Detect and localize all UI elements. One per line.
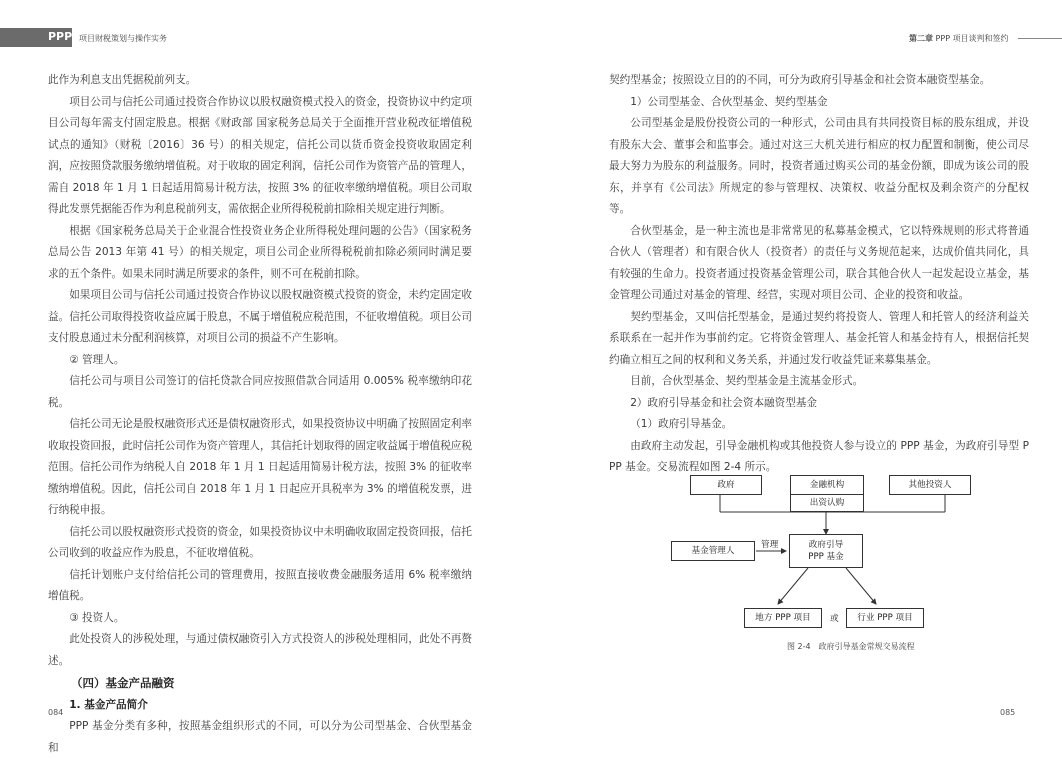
paragraph: 如果项目公司与信托公司通过投资合作协议以股权融资模式投资的资金，未约定固定收益。信托公司取得投资收益应属于股息，不属于增值税应税范围，不征收增值税。项目公司支付股息通过未分配利润核算，对项目公司的损益不产生影响。 [48,289,472,344]
paragraph: 合伙型基金，是一种主流也是非常常见的私募基金模式，它以特殊规则的形式将普通合伙人（管理者）和有限合伙人（投资者）的责任与义务规范起来，达成价值共同化，具有较强的生命力。投资者通过投资基金管理公司，联合其他合伙人一起发起设立基金，基金管理公司通过对基金的管理、经营，实现对项目公司、企业的投资和收益。 [609,224,1029,301]
paragraph: 信托公司与项目公司签订的信托贷款合同应按照借款合同适用 0.005% 税率缴纳印花税。 [48,375,472,409]
gov-fund-line1: 政府引导 [808,540,844,550]
paragraph: 目前，合伙型基金、契约型基金是主流基金形式。 [630,375,864,387]
header-chapter-title: PPP 项目谈判和签约 [935,34,1009,43]
paragraph: 1）公司型基金、合伙型基金、契约型基金 [630,95,828,108]
paragraph: PPP 基金分类有多种，按照基金组织形式的不同，可以分为公司型基金、合伙型基金和 [48,720,472,754]
paragraph: 根据《国家税务总局关于企业混合性投资业务企业所得税处理问题的公告》（国家税务总局公告 2013 年第 41 号）的相关规定，项目公司企业所得税税前扣除必须同时满足要求的五个条件。如果未同时满足所要求的条件，则不可在税前扣除。 [48,224,472,280]
flow-diagram [668,470,983,660]
fund-manager-box: 基金管理人 [671,541,755,561]
page-number-left: 084 [48,708,64,717]
manage-label: 管理 [761,540,779,550]
paragraph: 信托公司无论是股权融资形式还是债权融资形式，如果投资协议中明确了按照固定利率收取投资回报，此时信托公司作为资产管理人，其信托计划取得的固定收益属于增值税应税范围。信托公司作为纳税人自 2018 年 1 月 1 日起适用简易计税方法，按照 3% 的征收率缴纳增值税。因此，信托公司自 2018 年 1 月 1 日起应开具税率为 3% 的增值税发票，进行纳税申报。 [48,418,472,516]
header-book-title: 项目财税策划与操作实务 [79,34,167,43]
figure-caption: 图 2-4 政府引导基金常规交易流程 [787,642,915,651]
paragraph: 契约型基金，又叫信托型基金，是通过契约将投资人、管理人和托管人的经济利益关系联系在一起并作为事前约定。它将资金管理人、基金托管人和基金持有人，根据信托契约确立相互之间的权利和义务关系，并通过发行收益凭证来募集基金。 [609,310,1029,366]
paragraph: 契约型基金；按照设立目的的不同，可分为政府引导基金和社会资本融资型基金。 [609,74,991,86]
paragraph: 信托计划账户支付给信托公司的管理费用，按照直接收费金融服务适用 6% 税率缴纳增值税。 [48,568,472,602]
header-chapter-number: 第二章 [909,34,933,43]
paragraph: 此作为利息支出凭据税前列支。 [48,74,197,86]
header-chapter [909,33,1009,44]
subsection-heading: 1. 基金产品简介 [69,699,148,711]
or-label: 或 [830,614,839,624]
header-tag: PPP [48,30,73,43]
subscribe-box: 出资认购 [790,495,864,512]
paragraph: 2）政府引导基金和社会资本融资型基金 [630,396,818,409]
other-investors-box: 其他投资人 [889,475,971,495]
paragraph: 项目公司与信托公司通过投资合作协议以股权融资模式投入的资金，投资协议中约定项目公司每年需支付固定股息。根据《财政部 国家税务总局关于全面推开营业税改征增值税试点的通知》（财税〔2016〕36 号）的相关规定，信托公司以货币资金投资收取固定利润，应按照贷款服务缴纳增值税。对于收取的固定利润，信托公司作为资管产品的管理人，需自 2018 年 1 月 1 日起适用简易计税方法，按照 3% 的征收率缴纳增值税。项目公司取得此发票凭据能否作为利息税前列支，需依据企业所得税税前扣除相关规定进行判断。 [48,95,472,215]
local-project-box: 地方 PPP 项目 [744,608,822,628]
left-page [48,70,472,759]
paragraph: （1）政府引导基金。 [630,418,733,430]
gov-fund-line2: PPP 基金 [808,552,844,562]
header-rule [1018,38,1062,39]
finance-box: 金融机构 [790,475,864,495]
gov-box: 政府 [690,475,762,495]
industry-project-box: 行业 PPP 项目 [846,608,924,628]
page-number-right: 085 [1000,708,1016,717]
paragraph: ② 管理人。 [69,353,125,366]
section-heading: （四）基金产品融资 [71,676,175,690]
right-page [609,70,1029,479]
paragraph: 信托公司以股权融资形式投资的资金，如果投资协议中未明确收取固定投资回报，信托公司收到的收益应作为股息，不征收增值税。 [48,525,472,559]
gov-fund-box [789,534,863,568]
paragraph: 由政府主动发起，引导金融机构或其他投资人参与设立的 PPP 基金，为政府引导型 PPP 基金。交易流程如图 2-4 所示。 [609,439,1029,473]
paragraph: 公司型基金是股份投资公司的一种形式，公司由具有共同投资目标的股东组成，并设有股东大会、董事会和监事会。通过对这三大机关进行相应的权力配置和制衡，使公司尽最大努力为股东的利益服务。同时，投资者通过购买公司的基金份额，即成为该公司的股东，并享有《公司法》所规定的参与管理权、决策权、收益分配权及剩余资产的分配权等。 [609,117,1029,215]
paragraph: ③ 投资人。 [69,611,125,624]
paragraph: 此处投资人的涉税处理，与通过债权融资引入方式投资人的涉税处理相同，此处不再赘述。 [48,633,472,667]
